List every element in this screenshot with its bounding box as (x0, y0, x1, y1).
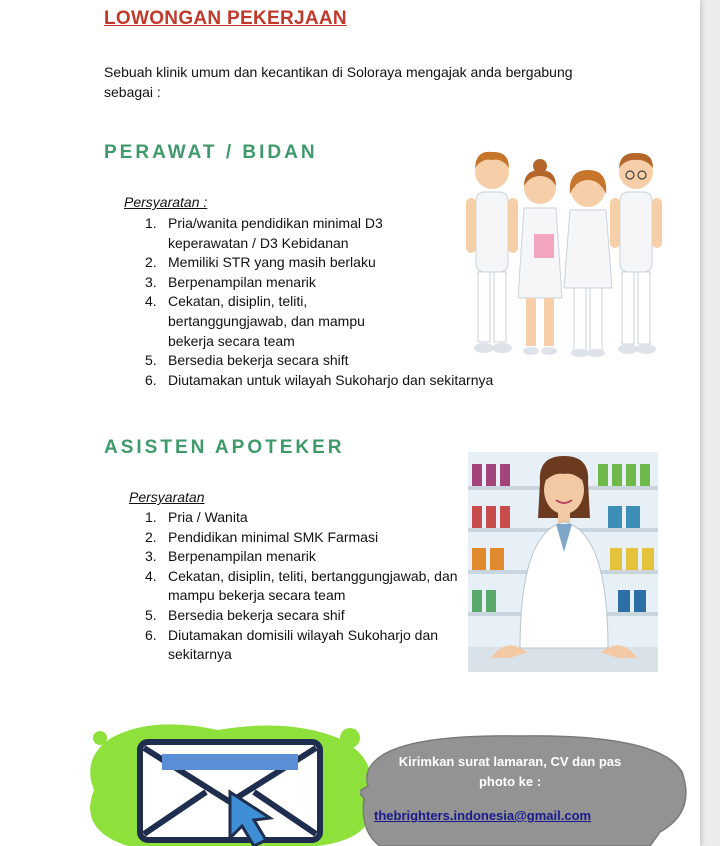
section-title-perawat-bidan: PERAWAT / BIDAN (104, 142, 318, 163)
requirements-list-apoteker (145, 508, 465, 665)
contact-line-1: Kirimkan surat lamaran, CV dan pas (398, 754, 622, 769)
list-item: 3. Berpenampilan menarik (145, 548, 316, 565)
list-item: 1. Pria / Wanita (145, 509, 248, 525)
section-title-asisten-apoteker: ASISTEN APOTEKER (104, 437, 345, 458)
list-item: 1. Pria/wanita pendidikan minimal D3 keperawatan / D3 Kebidanan (145, 215, 383, 251)
list-item: 5. Bersedia bekerja secara shif (145, 606, 345, 623)
list-item: 6. Diutamakan domisili wilayah Sukoharjo dan sekitarnya (145, 626, 439, 663)
list-item: 3. Berpenampilan menarik (145, 273, 316, 290)
medical-staff-illustration-icon (460, 148, 665, 360)
contact-line-2: photo ke : (478, 774, 542, 789)
requirements-label: Persyaratan (129, 489, 205, 505)
intro-text: Sebuah klinik umum dan kecantikan di Soloraya mengajak anda bergabung sebagai : (104, 64, 573, 100)
list-item: 4. Cekatan, disiplin, teliti, bertanggungjawab, dan mampu bekerja secara team (145, 567, 458, 604)
requirements-list-perawat (145, 214, 494, 390)
envelope-cursor-icon (88, 720, 388, 846)
list-item: 6. Diutamakan untuk wilayah Sukoharjo dan sekitarnya (145, 371, 494, 388)
list-item: 2. Memiliki STR yang masih berlaku (145, 254, 376, 271)
list-item: 4. Cekatan, disiplin, teliti, bertanggungjawab, dan mampu bekerja secara team (145, 293, 365, 349)
list-item: 5. Bersedia bekerja secara shift (145, 352, 349, 369)
requirements-label: Persyaratan : (124, 194, 208, 210)
pharmacist-illustration-icon (468, 452, 658, 672)
page-title: LOWONGAN PEKERJAAN (104, 8, 347, 29)
email-link[interactable]: thebrighters.indonesia@gmail.com (374, 808, 592, 823)
contact-bubble (360, 732, 690, 846)
list-item: 2. Pendidikan minimal SMK Farmasi (145, 528, 379, 545)
